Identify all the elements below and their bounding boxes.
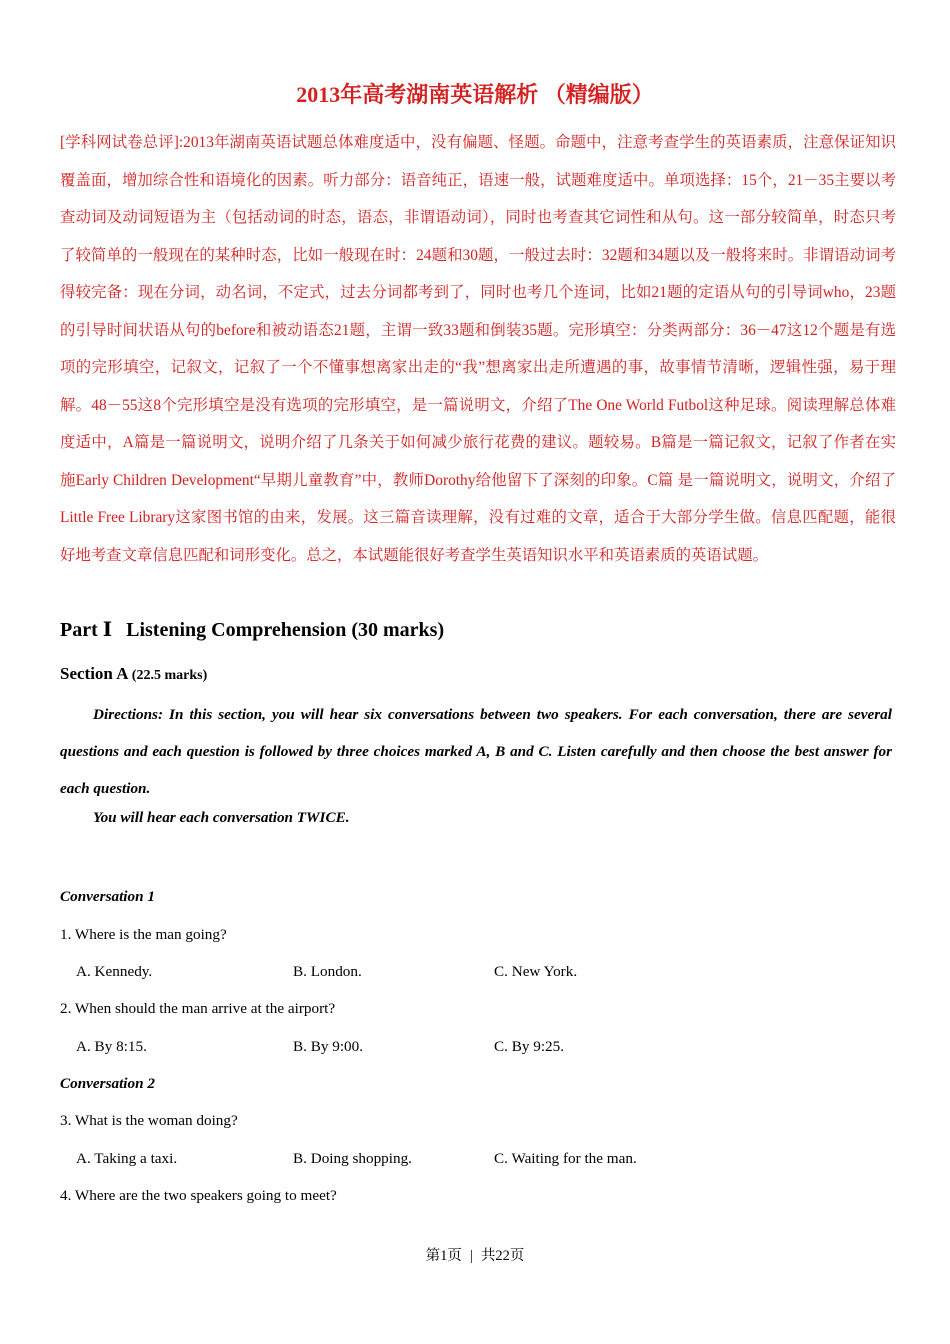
total-pages: 共22页 [480, 1248, 525, 1264]
page-number: 第1页 [425, 1248, 462, 1264]
exam-summary: [学科网试卷总评]:2013年湖南英语试题总体难度适中，没有偏题、怪题。命题中，注意考查学生的英语素质，注意保证知识覆盖面，增加综合性和语境化的因素。听力部分：语音纯正，语速一般，试题难度适中。单项选择：15个，21－35主要以考查动词及动词短语为主（包括动词的时态，语态，非谓语动词），同时也考查其它词性和从句。这一部分较简单，时态只考了较简单的一般现在的某种时态，比如一般现在时：24题和30题，一般过去时：32题和34题以及一般将来时。非谓语动词考得较完备：现在分词，动名词，不定式，过去分词都考到了，同时也考几个连词，比如21题的定语从句的引导词who，23题的引导时间状语从句的before和被动语态21题，主谓一致33题和倒装35题。完形填空：分类两部分：36－47这12个题是有选项的完形填空，记叙文，记叙了一个不懂事想离家出走的“我”想离家出走所遭遇的事，故事情节清晰，逻辑性强，易于理解。48－55这8个完形填空是没有选项的完形填空，是一篇说明文，介绍了The One World Futbol这种足球。阅读理解总体难度适中，A篇是一篇说明文，说明介绍了几条关于如何减少旅行花费的建议。题较易。B篇是一篇记叙文，记叙了作者在实施Early Children Development“早期儿童教育”中，教师Dorothy给他留下了深刻的印象。C篇 是一篇说明文，说明文，介绍了Little Free Library这家图书馆的由来，发展。这三篇音读理解，没有过难的文章，适合于大部分学生做。信息匹配题，能很好地考查文章信息匹配和词形变化。总之，本试题能很好考查学生英语知识水平和英语素质的英语试题。 [60, 134, 896, 564]
question-text: 1. Where is the man going? [60, 926, 227, 943]
option-b: B. Doing shopping. [293, 1150, 412, 1167]
footer-separator: | [469, 1248, 473, 1264]
section-heading [60, 664, 207, 684]
part-title: Listening Comprehension (30 marks) [126, 619, 445, 641]
option-a: A. By 8:15. [76, 1038, 147, 1055]
question-text: 3. What is the woman doing? [60, 1112, 238, 1129]
option-c: C. New York. [494, 963, 578, 980]
option-a: A. Kennedy. [76, 963, 153, 980]
option-b: B. By 9:00. [293, 1038, 364, 1055]
document-title: 2013年高考湖南英语解析 （精编版） [296, 82, 654, 107]
section-marks: (22.5 marks) [131, 668, 208, 683]
option-b: B. London. [293, 963, 362, 980]
directions-text: Directions: In this section, you will hear six conversations between two speakers. For each conversation, there are several questions and each question is followed by three choices marked A, B and C. Listen carefully and then choose the best answer for each question. [60, 706, 892, 798]
option-a: A. Taking a taxi. [76, 1150, 178, 1167]
part-heading [60, 617, 458, 642]
conversation-label: Conversation 1 [60, 888, 155, 905]
question-text: 2. When should the man arrive at the airport? [60, 1000, 336, 1017]
page-footer [0, 1244, 950, 1265]
option-c: C. Waiting for the man. [494, 1150, 637, 1167]
conversation-label: Conversation 2 [60, 1075, 155, 1092]
question-text: 4. Where are the two speakers going to meet? [60, 1187, 337, 1204]
twice-note: You will hear each conversation TWICE. [93, 809, 350, 826]
part-label: Part Ⅰ [60, 619, 113, 641]
option-c: C. By 9:25. [494, 1038, 565, 1055]
section-label: Section A [60, 664, 128, 683]
